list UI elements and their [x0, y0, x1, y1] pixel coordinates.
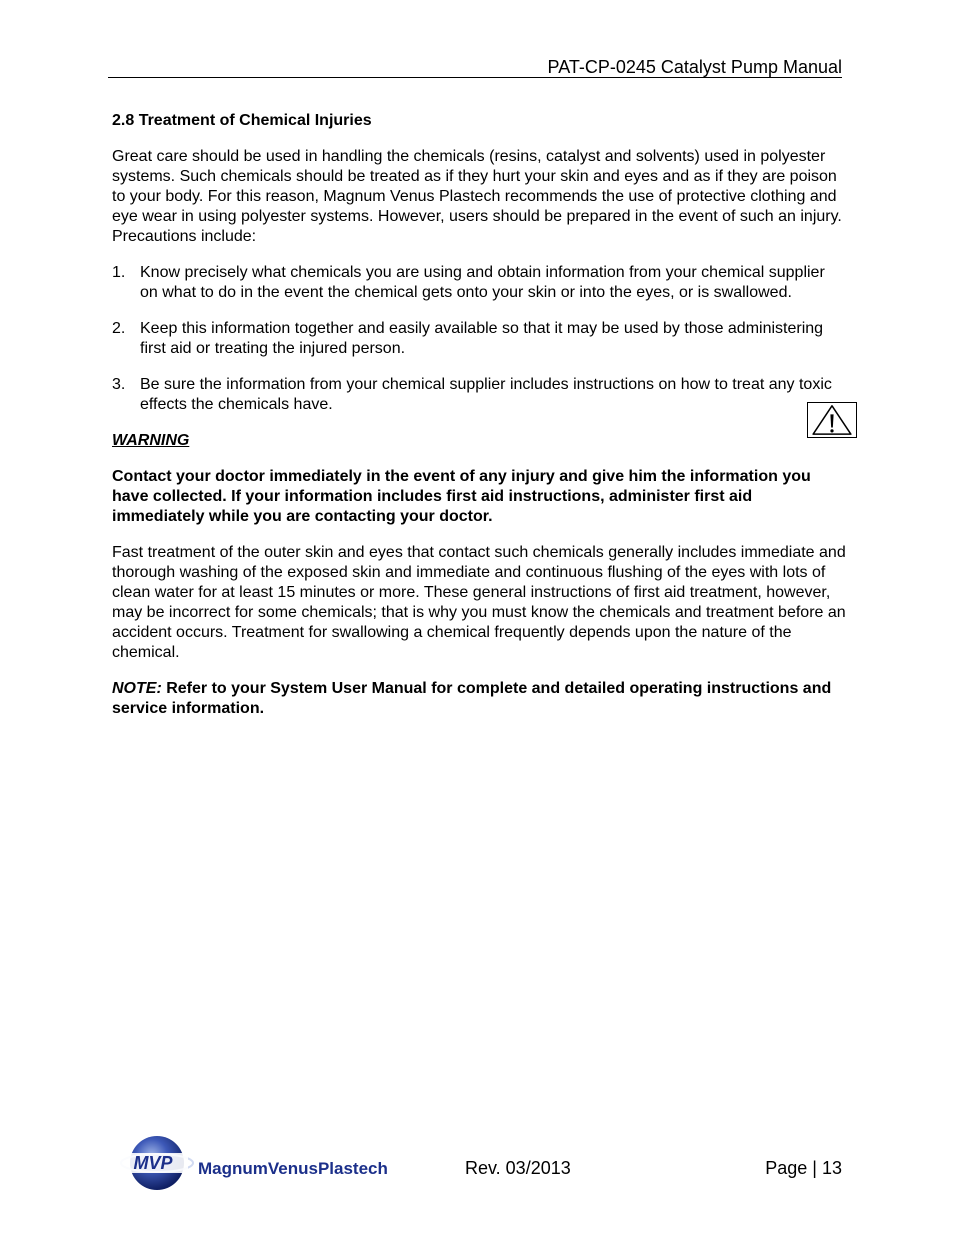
- note-paragraph: [112, 679, 846, 719]
- note-text: Refer to your System User Manual for complete and detailed operating instructions and service information.: [112, 680, 832, 717]
- list-item: [112, 375, 846, 415]
- list-item: [112, 319, 846, 359]
- warning-triangle-icon: [807, 402, 857, 438]
- warning-text: Contact your doctor immediately in the event of any injury and give him the information you have collected. If your information includes first aid instructions, administer first aid immediately while you are contacting your doctor.: [112, 468, 811, 525]
- document-title: PAT-CP-0245 Catalyst Pump Manual: [547, 57, 842, 77]
- page-number: Page | 13: [765, 1158, 842, 1178]
- company-logo: [112, 1133, 402, 1193]
- warning-row: [112, 431, 846, 451]
- section-heading: 2.8 Treatment of Chemical Injuries: [112, 112, 372, 129]
- intro-paragraph: Great care should be used in handling the chemicals (resins, catalyst and solvents) used in polyester systems. Such chemicals should be treated as if they hurt your skin and eyes and as if they are poison to your body. For this reason, Magnum Venus Plastech recommends the use of protective clothing and eye wear in using polyester systems. However, users should be prepared in the event of such an injury. Precautions include:: [112, 148, 842, 245]
- list-item-text: Know precisely what chemicals you are using and obtain information from your chemical supplier on what to do in the event the chemical gets onto your skin or into the eyes, or is swallowed.: [140, 264, 825, 301]
- precautions-list: [112, 263, 846, 415]
- list-item-text: Be sure the information from your chemical supplier includes instructions on how to treat any toxic effects the chemicals have.: [140, 376, 832, 413]
- note-prefix: NOTE:: [112, 680, 162, 697]
- warning-label: WARNING: [112, 432, 190, 449]
- page-content: [112, 111, 846, 735]
- list-item-number: 2.: [112, 320, 126, 337]
- logo-wordmark: MagnumVenusPlastech: [198, 1159, 388, 1178]
- logo-mark: MVP: [133, 1153, 173, 1173]
- revision-date: Rev. 03/2013: [465, 1158, 571, 1178]
- list-item-number: 1.: [112, 264, 126, 281]
- list-item: [112, 263, 846, 303]
- treatment-paragraph: Fast treatment of the outer skin and eyes that contact such chemicals generally includes immediate and thorough washing of the exposed skin and immediate and continuous flushing of the eyes with lots of clean water for at least 15 minutes or more. These general instructions of first aid treatment, however, may be incorrect for some chemicals; that is why you must know the chemicals and treatment before an accident occurs. Treatment for swallowing a chemical frequently depends upon the nature of the chemical.: [112, 544, 846, 661]
- header-divider: [108, 77, 842, 78]
- list-item-text: Keep this information together and easily available so that it may be used by those administering first aid or treating the injured person.: [140, 320, 824, 357]
- list-item-number: 3.: [112, 376, 126, 393]
